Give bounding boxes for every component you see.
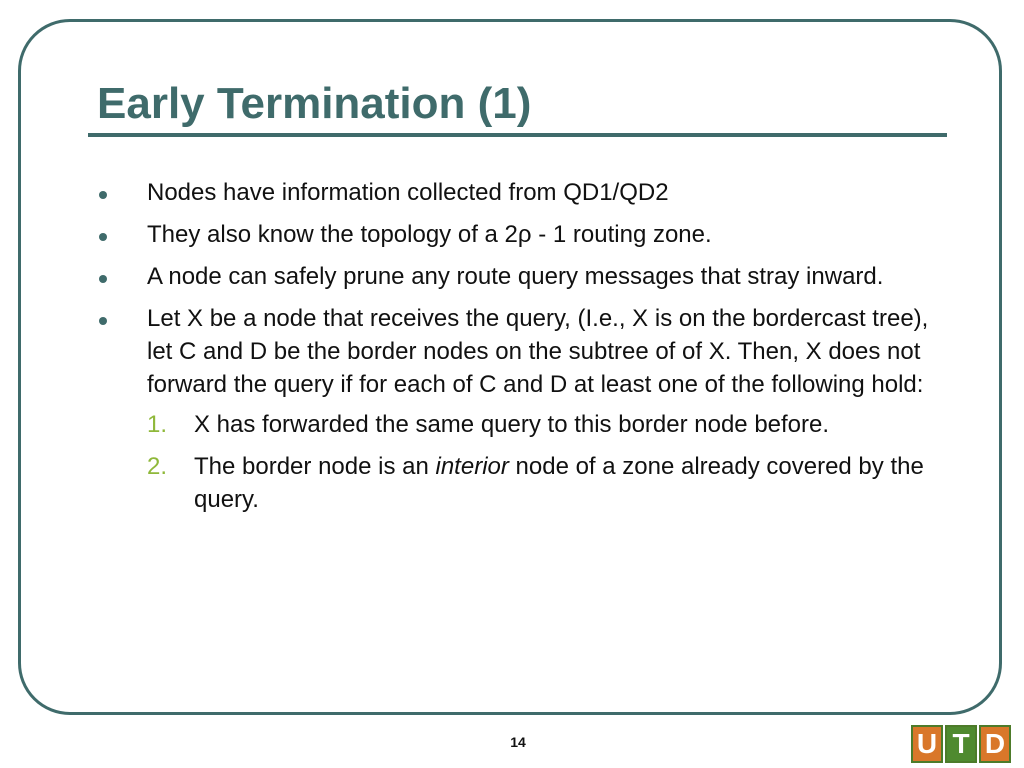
bullet-item	[97, 260, 957, 293]
bullet-item	[97, 218, 957, 251]
numbered-sublist	[147, 408, 957, 516]
title-underline	[88, 133, 947, 137]
bullet-item	[97, 176, 957, 209]
rho-symbol: ρ	[517, 221, 532, 248]
bullet-text-suffix: - 1 routing zone.	[531, 221, 712, 248]
bullet-text: Nodes have information collected from QD1/QD2	[147, 179, 669, 206]
logo-letter-d: D	[979, 725, 1011, 763]
bullet-dot-icon	[99, 317, 107, 325]
numbered-item-text: X has forwarded the same query to this border node before.	[194, 411, 830, 438]
numbered-item-text-prefix: The border node is an	[194, 453, 436, 480]
bullet-dot-icon	[99, 275, 107, 283]
item-number: 2.	[147, 453, 168, 480]
numbered-item-emphasis: interior	[435, 453, 509, 480]
utd-logo	[911, 725, 1011, 763]
bullet-text: A node can safely prune any route query messages that stray inward.	[147, 263, 884, 290]
bullet-text-prefix: They also know the topology of a 2	[147, 221, 518, 248]
page-number: 14	[510, 734, 526, 750]
numbered-item	[147, 408, 957, 441]
bullet-text: Let X be a node that receives the query, (I.e., X is on the bordercast tree), let C and D be the border nodes on the subtree of of X. Then, X does not forward the query if for each of C and D at least one of the following hold:	[147, 305, 929, 398]
logo-letter-t: T	[945, 725, 977, 763]
bullet-item	[97, 302, 957, 516]
numbered-item-text-suffix: node of a zone already covered by the query.	[194, 453, 924, 513]
logo-letter-u: U	[911, 725, 943, 763]
bullet-dot-icon	[99, 191, 107, 199]
slide-title: Early Termination (1)	[97, 79, 532, 128]
bullet-list	[97, 176, 957, 525]
item-number: 1.	[147, 411, 168, 438]
bullet-dot-icon	[99, 233, 107, 241]
numbered-item	[147, 450, 957, 516]
